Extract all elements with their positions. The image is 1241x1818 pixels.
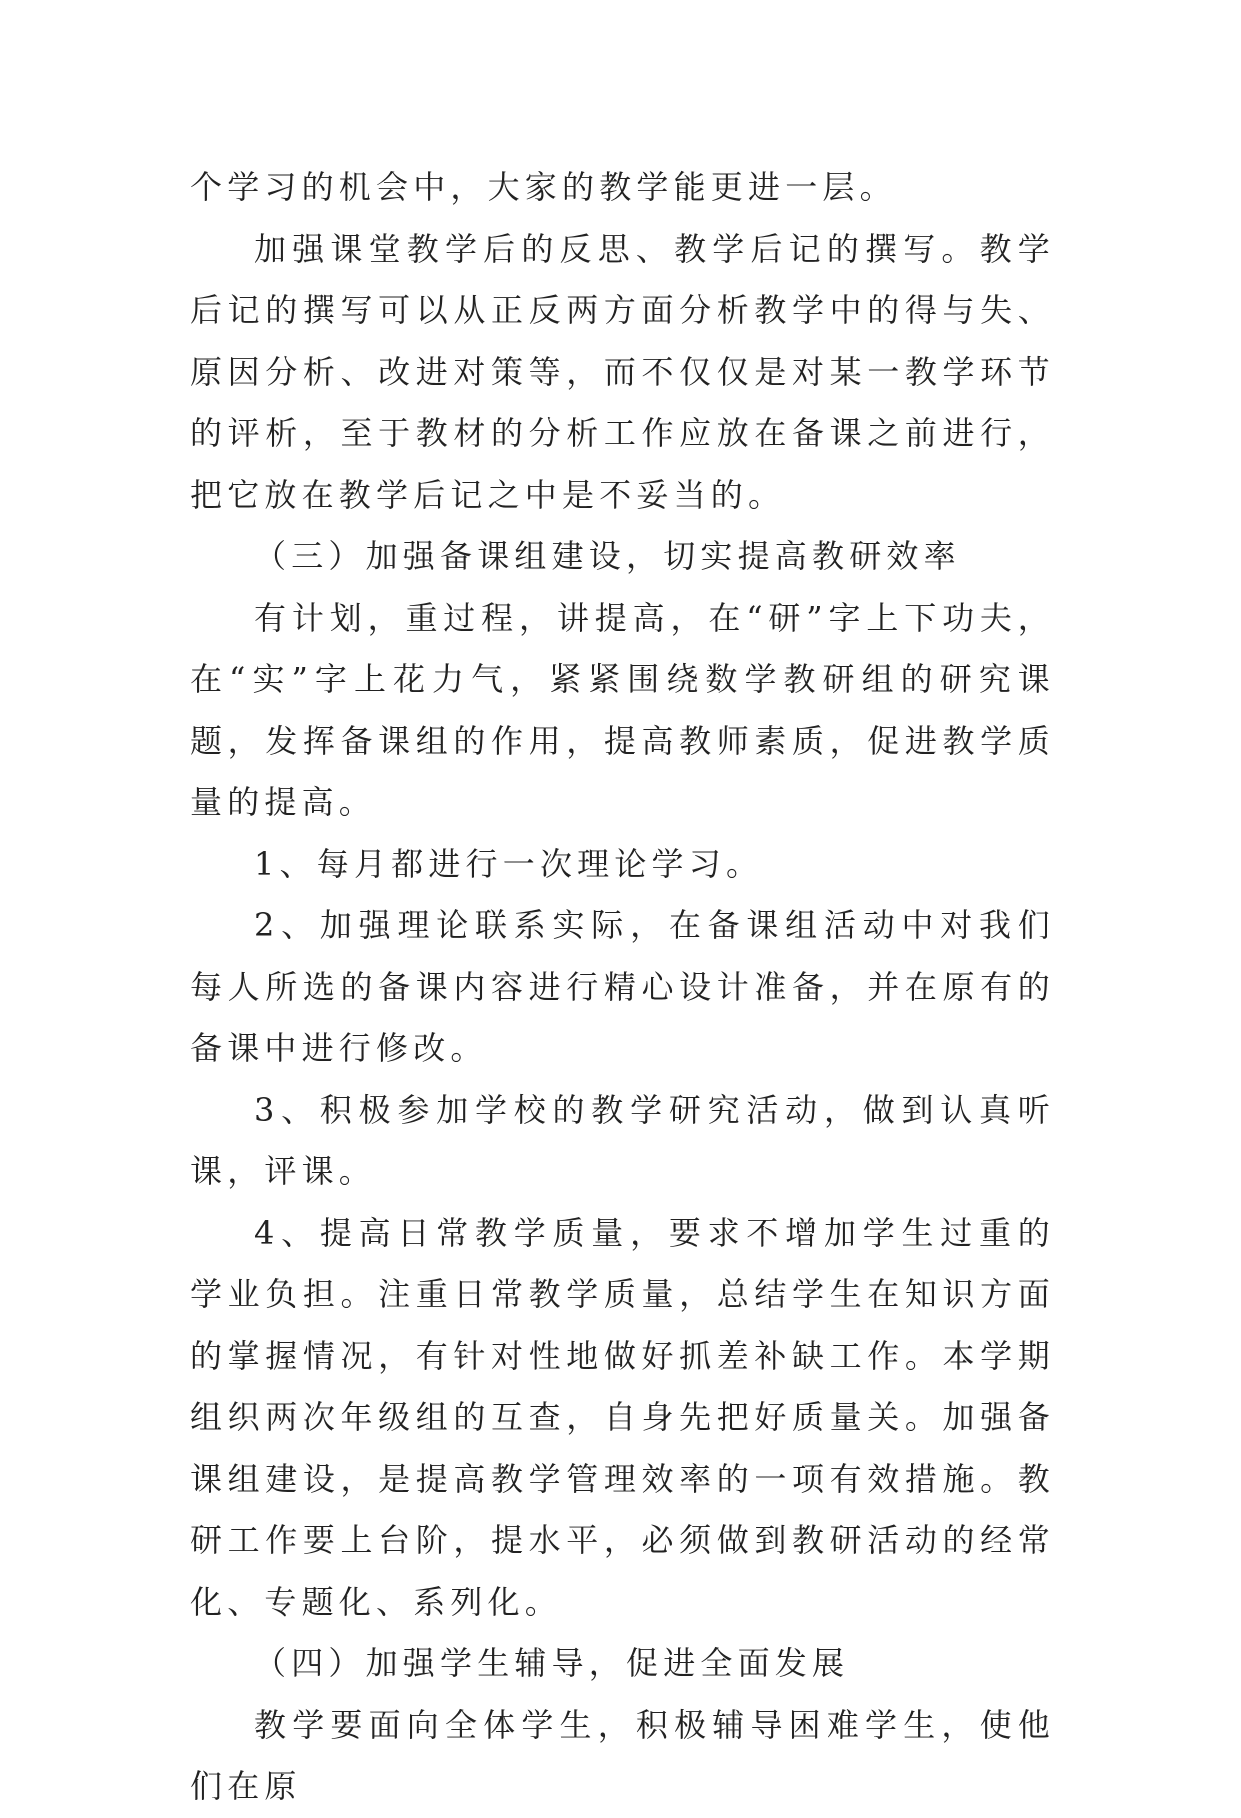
list-item-1: 1、每月都进行一次理论学习。: [254, 844, 764, 883]
list-item-2: 2、加强理论联系实际，在备课组活动中对我们每人所选的备课内容进行精心设计准备，并在原有的备课中进行修改。: [190, 906, 1055, 1067]
paragraph-last: 教学要面向全体学生，积极辅导困难学生，使他们在原: [190, 1705, 1055, 1805]
paragraph-4: 有计划，重过程，讲提高，在“研”字上下功夫，在“实”字上花力气，紧紧围绕数学教研组的研究课题，发挥备课组的作用，提高教师素质，促进教学质量的提高。: [190, 598, 1055, 821]
paragraph-1: 个学习的机会中，大家的教学能更进一层。: [190, 168, 897, 206]
list-item-3: 3、积极参加学校的教学研究活动，做到认真听课，评课。: [190, 1090, 1055, 1190]
document-body: [190, 157, 1055, 1818]
paragraph-2: 加强课堂教学后的反思、教学后记的撰写。教学后记的撰写可以从正反两方面分析教学中的得与失、原因分析、改进对策等，而不仅仅是对某一教学环节的评析，至于教材的分析工作应放在备课之前进行，把它放在教学后记之中是不妥当的。: [190, 229, 1055, 514]
list-item-4: 4、提高日常教学质量，要求不增加学生过重的学业负担。注重日常教学质量，总结学生在知识方面的掌握情况，有针对性地做好抓差补缺工作。本学期组织两次年级组的互查，自身先把好质量关。加强备课组建设，是提高教学管理效率的一项有效措施。教研工作要上台阶，提水平，必须做到教研活动的经常化、专题化、系列化。: [190, 1213, 1055, 1621]
section-heading-3: （三）加强备课组建设，切实提高教研效率: [254, 537, 961, 575]
section-heading-4: （四）加强学生辅导，促进全面发展: [254, 1644, 850, 1682]
